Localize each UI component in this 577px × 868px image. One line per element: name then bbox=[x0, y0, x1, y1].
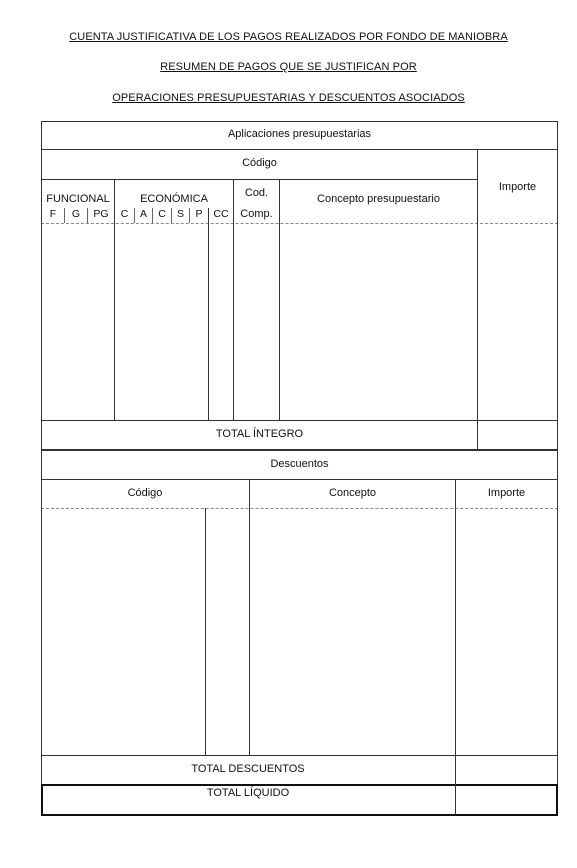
economica-header: ECONÓMICA bbox=[140, 193, 208, 205]
economica-col-a: A bbox=[139, 208, 147, 220]
funcional-header: FUNCIONAL bbox=[46, 193, 110, 205]
economica-col-p: P bbox=[195, 208, 203, 220]
descuentos-concepto-header: Concepto bbox=[328, 487, 377, 499]
funcional-col-g: G bbox=[71, 208, 81, 220]
document-subtitle: RESUMEN DE PAGOS QUE SE JUSTIFICAN POR bbox=[160, 61, 417, 73]
total-descuentos-label: TOTAL DESCUENTOS bbox=[191, 763, 305, 775]
economica-col-c1: C bbox=[120, 208, 129, 220]
cod-comp-line2: Comp. bbox=[240, 208, 273, 220]
cc-col: CC bbox=[213, 208, 229, 220]
descuentos-codigo-header: Código bbox=[127, 487, 163, 499]
importe-header: Importe bbox=[498, 181, 537, 193]
aplicaciones-title: Aplicaciones presupuestarias bbox=[227, 128, 372, 140]
codigo-header: Código bbox=[242, 157, 277, 169]
total-liquido-label: TOTAL LÍQUIDO bbox=[206, 787, 290, 799]
funcional-col-f: F bbox=[49, 208, 57, 220]
descuentos-importe-header: Importe bbox=[487, 487, 526, 499]
total-integro-label: TOTAL ÍNTEGRO bbox=[215, 428, 304, 440]
economica-col-c2: C bbox=[158, 208, 166, 220]
descuentos-title: Descuentos bbox=[270, 458, 329, 470]
concepto-presupuestario-header: Concepto presupuestario bbox=[317, 193, 440, 205]
cod-comp-line1: Cod. bbox=[244, 187, 269, 199]
funcional-col-pg: PG bbox=[93, 208, 109, 220]
document-title: CUENTA JUSTIFICATIVA DE LOS PAGOS REALIZADOS POR FONDO DE MANIOBRA bbox=[69, 31, 508, 43]
document-subtitle-2: OPERACIONES PRESUPUESTARIAS Y DESCUENTOS ASOCIADOS bbox=[112, 92, 465, 104]
economica-col-s: S bbox=[176, 208, 184, 220]
